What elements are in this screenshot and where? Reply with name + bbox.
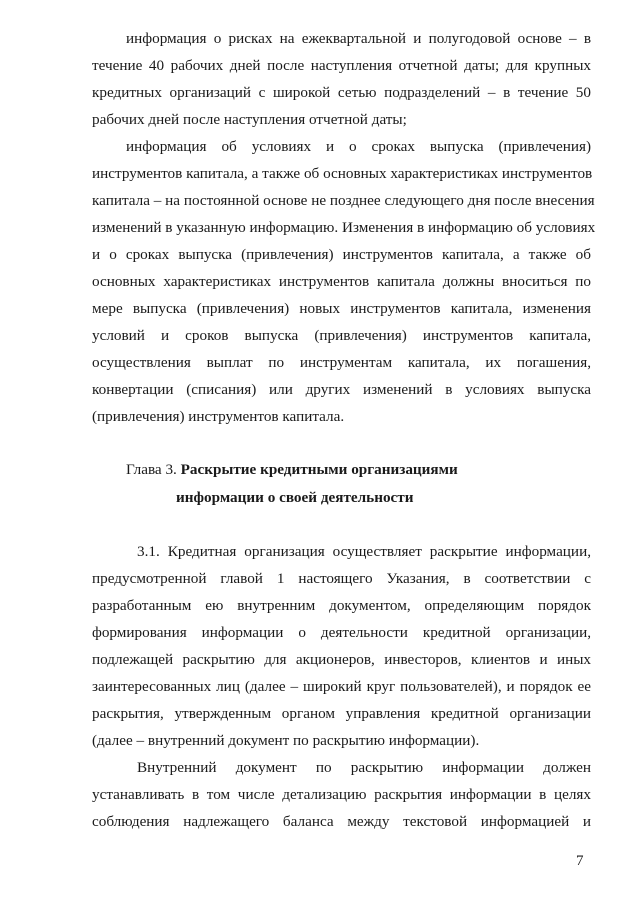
chapter-label: Глава 3.	[126, 461, 177, 478]
paragraph-2-line: капитала – на постоянной основе не позднее следующего дня после внесения	[92, 192, 595, 209]
chapter-heading	[126, 460, 458, 480]
paragraph-2-line: осуществления выплат по инструментам капитала, их погашения,	[92, 354, 591, 371]
paragraph-2-line: инструментов капитала, а также об основных характеристиках инструментов	[92, 165, 593, 182]
paragraph-2-line: условий и сроков выпуска (привлечения) инструментов капитала,	[92, 327, 591, 344]
paragraph-2-line: (привлечения) инструментов капитала.	[92, 408, 345, 425]
chapter-title-line-2: информации о своей деятельности	[176, 489, 414, 506]
chapter-heading-continued	[176, 488, 414, 508]
paragraph-3-line: формирования информации о деятельности кредитной организации,	[92, 624, 591, 641]
paragraph-1-line: рабочих дней после наступления отчетной даты;	[92, 111, 407, 128]
paragraph-3-line: (далее – внутренний документ по раскрытию информации).	[92, 732, 480, 749]
paragraph-3-line: подлежащей раскрытию для акционеров, инвесторов, клиентов и иных	[92, 651, 591, 668]
paragraph-3-line: предусмотренной главой 1 настоящего Указания, в соответствии с	[92, 570, 591, 587]
chapter-title-line-1: Раскрытие кредитными организациями	[180, 461, 458, 478]
paragraph-4-line: устанавливать в том числе детализацию раскрытия информации в целях	[92, 786, 591, 803]
paragraph-2-line: мере выпуска (привлечения) новых инструментов капитала, изменения	[92, 300, 591, 317]
paragraph-1-line: информация о рисках на ежеквартальной и полугодовой основе – в	[126, 30, 591, 47]
paragraph-2-line: изменений в указанную информацию. Изменения в информацию об условиях	[92, 219, 596, 236]
paragraph-2-line: информация об условиях и о сроках выпуска (привлечения)	[126, 138, 591, 155]
paragraph-2-line: конвертации (списания) или других изменений в условиях выпуска	[92, 381, 591, 398]
paragraph-3-line: 3.1. Кредитная организация осуществляет раскрытие информации,	[137, 543, 591, 560]
paragraph-2-line: основных характеристиках инструментов капитала должны вноситься по	[92, 273, 591, 290]
paragraph-3-line: раскрытия, утвержденным органом управления кредитной организации	[92, 705, 591, 722]
paragraph-1-line: течение 40 рабочих дней после наступления отчетной даты; для крупных	[92, 57, 591, 74]
paragraph-4-line: Внутренний документ по раскрытию информации должен	[137, 759, 591, 776]
page-number: 7	[576, 853, 584, 869]
paragraph-2-line: и о сроках выпуска (привлечения) инструментов капитала, а также об	[92, 246, 591, 263]
paragraph-3-line: заинтересованных лиц (далее – широкий круг пользователей), и порядок ее	[92, 678, 591, 695]
paragraph-1-line: кредитных организаций с широкой сетью подразделений – в течение 50	[92, 84, 591, 101]
paragraph-4-line: соблюдения надлежащего баланса между текстовой информацией и	[92, 813, 591, 830]
paragraph-3-line: разработанным ею внутренним документом, определяющим порядок	[92, 597, 591, 614]
